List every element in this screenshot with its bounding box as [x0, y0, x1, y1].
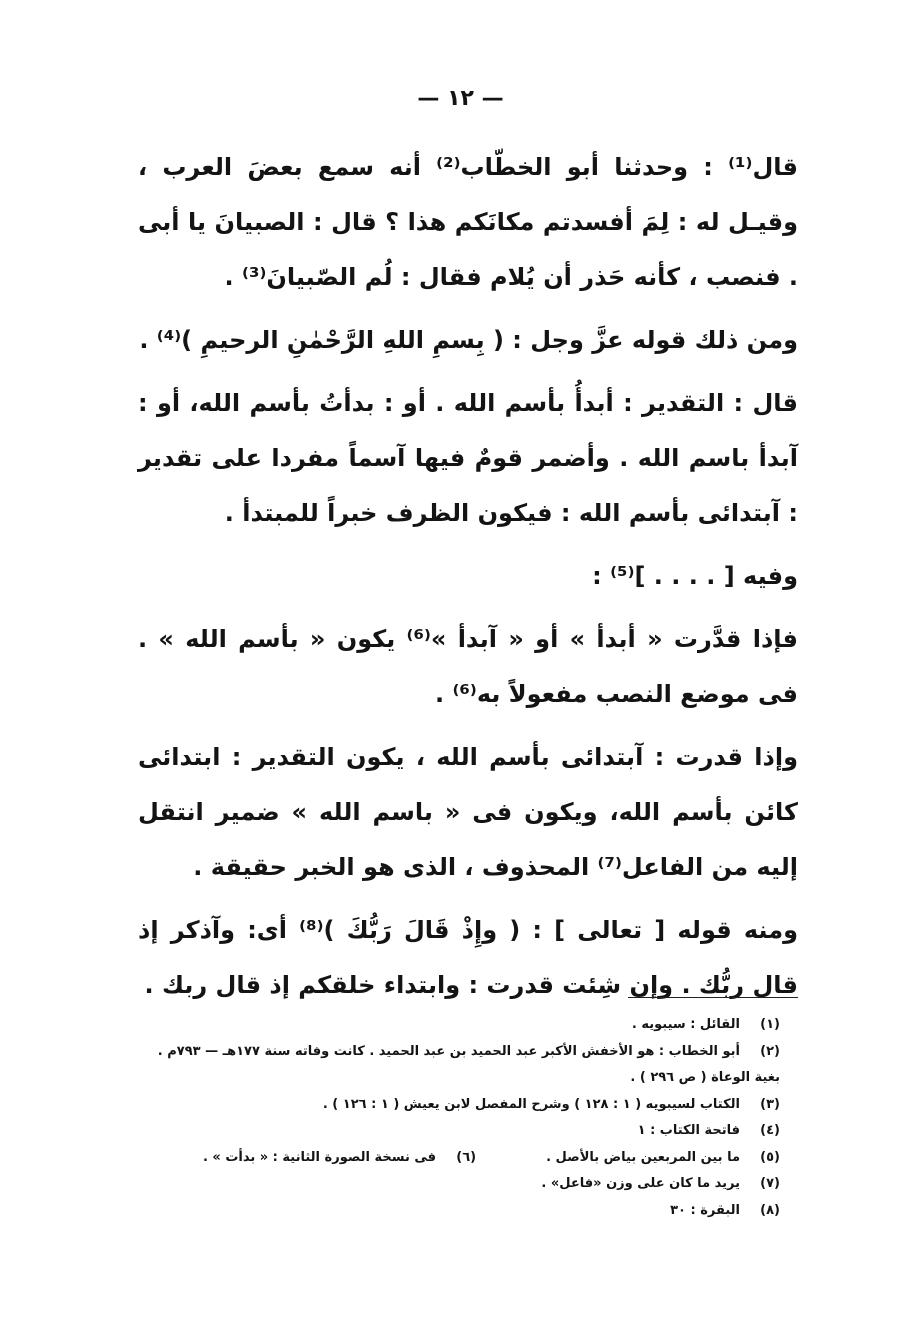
- footnote-number: (٦): [456, 1149, 477, 1165]
- footnote-2: [120, 1039, 780, 1066]
- main-text: [138, 140, 798, 1013]
- paragraph-ibda: فإذا قدَّرت « أبدأ » أو « آبدأ »⁽⁶⁾ يكون « بأسم الله » . فى موضع النصب مفعولاً به⁽⁶⁾ .: [138, 625, 798, 708]
- footnote-separator: [628, 997, 798, 998]
- footnote-number: (١): [760, 1017, 780, 1032]
- footnote-3: [120, 1092, 780, 1119]
- footnote-number: (٧): [760, 1176, 780, 1191]
- paragraph-wa-idh-qala: ومنه قوله [ تعالى ] : ( وإِذْ قَالَ رَبُّكَ )⁽⁸⁾ أى: وآذكر إذ قال ربُّك . وإن شِئت قدرت : وابتداء خلقكم إذ قال ربك .: [138, 916, 798, 999]
- footnote-2-continuation: [120, 1065, 780, 1092]
- footnote-5-6: [120, 1145, 780, 1172]
- footnote-number: (٢): [760, 1043, 780, 1059]
- paragraph-taqdir: قال : التقدير : أبدأُ بأسم الله . أو : بدأتُ بأسم الله، أو : آبدأ باسم الله . وأضمر قومٌ فيها آسماً مفردا على تقدير : آبتدائى بأسم الله : فيكون الظرف خبراً للمبتدأ .: [138, 389, 798, 527]
- paragraph-ibtidai: وإذا قدرت : آبتدائى بأسم الله ، يكون التقدير : ابتدائى كائن بأسم الله، ويكون فى « باسم الله » ضمير انتقل إليه من الفاعل⁽⁷⁾ المحذوف ، الذى هو الخبر حقيقة .: [138, 743, 798, 881]
- footnote-number: (٥): [760, 1149, 780, 1165]
- footnote-number: (٣): [760, 1096, 780, 1112]
- footnote-text: فى نسخة الصورة الثانية : « بدأت » .: [202, 1149, 437, 1165]
- footnote-text: أبو الخطاب : هو الأخفش الأكبر عبد الحميد بن عبد الحميد . كانت وفاته سنة ١٧٧هـ — ٧٩٣م .: [157, 1043, 740, 1059]
- footnote-text: فاتحة الكتاب : ١: [637, 1123, 740, 1138]
- footnote-1: [120, 1012, 780, 1039]
- footnote-number: (٨): [760, 1202, 780, 1218]
- footnotes: [120, 1012, 780, 1224]
- footnote-text: يريد ما كان على وزن «فاعل» .: [541, 1176, 740, 1191]
- footnote-text: بغية الوعاة ( ص ٢٩٦ ) .: [630, 1070, 780, 1085]
- footnote-text: الكتاب لسيبويه ( ١ : ١٢٨ ) وشرح المفصل لابن يعيش ( ١ : ١٢٦ ) .: [322, 1096, 740, 1112]
- footnote-7: [120, 1171, 780, 1198]
- footnote-text: القائل : سيبويه .: [631, 1017, 740, 1032]
- paragraph-quote-abu-khattab: قال⁽¹⁾ : وحدثنا أبو الخطّاب⁽²⁾ أنه سمع بعضَ العرب ، وقيـل له : لِمَ أفسدتم مكانَكم هذا ؟ قال : الصبيانَ يا أبى . فنصب ، كأنه حَذر أن يُلام فقال : لُم الصّبيانَ⁽³⁾ .: [138, 153, 798, 291]
- paragraph-basmala: ومن ذلك قوله عزَّ وجل : ( بِسمِ اللهِ الرَّحْمٰنِ الرحيمِ )⁽⁴⁾ .: [139, 326, 798, 354]
- footnote-text: ما بين المربعين بياض بالأصل .: [546, 1149, 740, 1165]
- paragraph-wafihi: وفيه [ . . . . ]⁽⁵⁾ :: [592, 562, 798, 590]
- footnote-6: [203, 1145, 476, 1172]
- footnote-4: [120, 1118, 780, 1145]
- footnote-8: [120, 1198, 780, 1225]
- page-number: — ١٢ —: [417, 86, 504, 111]
- footnote-number: (٤): [760, 1123, 780, 1138]
- footnote-text: البقرة : ٣٠: [670, 1202, 740, 1218]
